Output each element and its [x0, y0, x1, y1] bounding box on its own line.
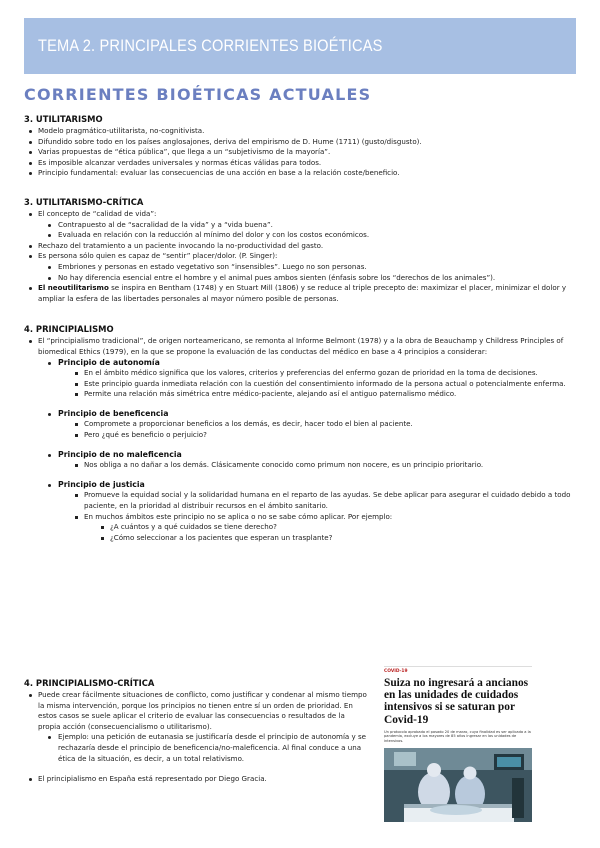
- news-clipping: [384, 666, 532, 830]
- principle-title: Principio de no maleficencia: [58, 449, 182, 459]
- section-title: 4. PRINCIPIALISMO: [24, 324, 114, 335]
- list-item: Rechazo del tratamiento a un paciente invocando la no-productividad del gasto.: [24, 241, 576, 252]
- principle-autonomia: [42, 358, 576, 400]
- list-item: [24, 336, 576, 543]
- list-item: Principio fundamental: evaluar las consecuencias de una acción en base a la relación coste/beneficio.: [24, 168, 576, 179]
- section-title: 3. UTILITARISMO: [24, 114, 103, 124]
- sub-list-item: Contrapuesto al de “sacralidad de la vida” y a “vida buena”.: [42, 220, 576, 231]
- list-item-text: se inspira en Bentham (1748) y en Stuart Mill (1806) y se reduce al triple precepto de: maximizar el placer, minimizar el dolor y ampliar la esfera de las libertades personales al mayor número posible de personas.: [38, 283, 567, 303]
- section-title: 4. PRINCIPIALISMO-CRÍTICA: [24, 678, 155, 688]
- hospital-icu-photo-icon: [384, 748, 532, 822]
- list-item: [24, 251, 576, 283]
- list-item-text: En muchos ámbitos este principio no se aplica o no se sabe cómo aplicar. Por ejemplo:: [84, 511, 393, 521]
- principle-title: Principio de autonomía: [58, 357, 160, 367]
- list-item: El principialismo en España está representado por Diego Gracia.: [24, 774, 368, 785]
- list-item: Es imposible alcanzar verdades universales y normas éticas válidas para todos.: [24, 158, 576, 169]
- list-item-text: El concepto de “calidad de vida”:: [38, 208, 157, 218]
- news-headline: Suiza no ingresará a ancianos en las unidades de cuidados intensivos si se saturan por Covid-19: [384, 677, 529, 726]
- sub-list-item: [72, 512, 576, 544]
- sub-list-item: Este principio guarda inmediata relación con la cuestión del consentimiento informado de la persona actual o potencialmente enferma.: [72, 379, 576, 390]
- principle-no-maleficencia: [42, 450, 576, 471]
- notes-content: [24, 114, 576, 555]
- list-item: [24, 283, 576, 304]
- sub-list-item: Pero ¿qué es beneficio o perjuicio?: [72, 430, 576, 441]
- sub-list-item: Permite una relación más simétrica entre médico-paciente, alejando así el antiguo paternalismo médico.: [72, 389, 576, 400]
- sub-list-item: Evaluada en relación con la reducción al mínimo del dolor y con los costos económicos.: [42, 230, 576, 241]
- main-heading: CORRIENTES BIOÉTICAS ACTUALES: [24, 85, 372, 104]
- list-item-text: Es persona sólo quien es capaz de “sentir” placer/dolor. (P. Singer):: [38, 251, 278, 261]
- list-item: [24, 690, 368, 764]
- sub-list-item: En el ámbito médico significa que los valores, criterios y preferencias del enfermo gozan de prioridad en la toma de decisiones.: [72, 368, 576, 379]
- page-title: TEMA 2. PRINCIPALES CORRIENTES BIOÉTICAS: [38, 36, 383, 55]
- list-item: Modelo pragmático-utilitarista, no-cognitivista.: [24, 126, 576, 137]
- principle-justicia: [42, 480, 576, 544]
- principle-beneficencia: [42, 409, 576, 441]
- sub-list-item: No hay diferencia esencial entre el hombre y el animal pues ambos sienten (énfasis sobre los “derechos de los animales”).: [42, 273, 576, 284]
- principle-title: Principio de justicia: [58, 479, 145, 489]
- sub-list-item: Embriones y personas en estado vegetativo son “insensibles”. Luego no son personas.: [42, 262, 576, 273]
- section-principialismo: [24, 324, 576, 543]
- sub-list-item: ¿Cómo seleccionar a los pacientes que esperan un trasplante?: [98, 533, 576, 544]
- sub-list-item: Nos obliga a no dañar a los demás. Clásicamente conocido como primum non nocere, es un principio prioritario.: [72, 460, 576, 471]
- section-utilitarismo: [24, 114, 576, 179]
- sub-list-item: Ejemplo: una petición de eutanasia se justificaría desde el principio de autonomía y se rechazaría desde el principio de beneficencia/no-maleficencia. Al final conduce a una ética de la situación, es decir, a un total relativismo.: [42, 732, 368, 764]
- principle-title: Principio de beneficencia: [58, 408, 169, 418]
- title-banner: [24, 18, 576, 74]
- list-item: Difundido sobre todo en los países anglosajones, deriva del empirismo de D. Hume (1711) (gusto/disgusto).: [24, 137, 576, 148]
- list-item: [24, 209, 576, 241]
- list-item-text: Puede crear fácilmente situaciones de conflicto, como justificar y condenar al mismo tiempo la misma intervención, porque los principios no tienen entre sí un orden de prioridad. En estos casos se suele aplicar el criterio de evaluar las consecuencias o resultados de la propia acción (consecuencialismo o utilitarismo).: [38, 690, 367, 731]
- news-body: Un protocolo aprobado el pasado 20 de marzo, cuya finalidad es ser aplicada a la pandemia, excluye a los mayores de 85 años ingresar en las unidades de intensivos.: [384, 729, 531, 743]
- sub-list-item: Compromete a proporcionar beneficios a los demás, es decir, hacer todo el bien al paciente.: [72, 419, 576, 430]
- section-principialismo-critica: [24, 678, 368, 785]
- bold-term: El neoutilitarismo: [38, 283, 109, 293]
- list-item-text: El “principialismo tradicional”, de origen norteamericano, se remonta al Informe Belmont (1978) y a la obra de Beauchamp y Childress Principles of biomedical Ethics (1979), en la que se propone la evaluación de las conductas del médico en base a 4 principios a considerar:: [38, 336, 564, 356]
- section-utilitarismo-critica: [24, 197, 576, 304]
- sub-list-item: ¿A cuántos y a qué cuidados se tiene derecho?: [98, 522, 576, 533]
- news-kicker: COVID-19: [384, 669, 408, 674]
- section-title: 3. UTILITARISMO-CRÍTICA: [24, 196, 144, 207]
- sub-list-item: Promueve la equidad social y la solidaridad humana en el reparto de las ayudas. Se debe aplicar para asegurar el cuidado debido a todo paciente, en la prioridad al distribuir recursos en el ámbito sanitario.: [72, 490, 576, 511]
- list-item: Varias propuestas de “ética pública”, que llega a un “subjetivismo de la mayoría”.: [24, 147, 576, 158]
